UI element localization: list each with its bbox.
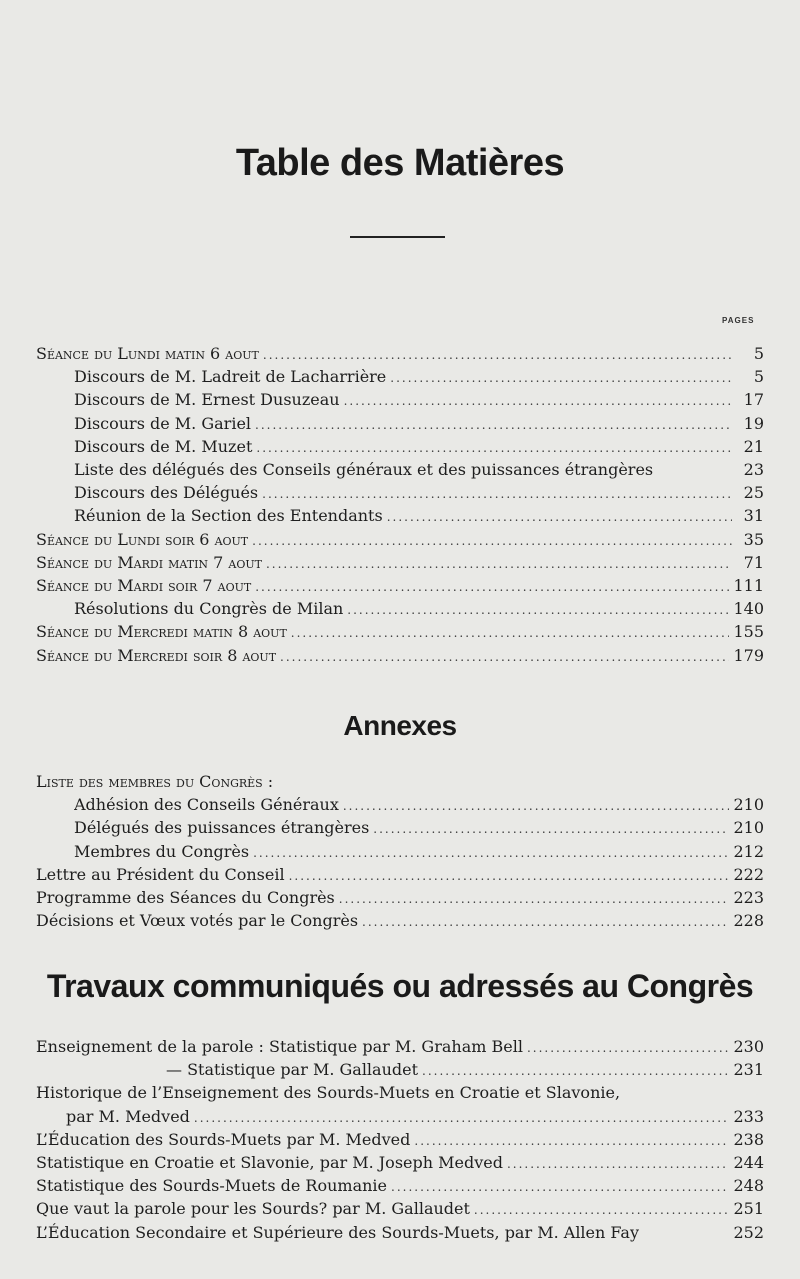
toc-entry-label: Membres du Congrès [74, 841, 250, 861]
toc-entry [74, 365, 764, 388]
toc-entry [36, 1197, 764, 1220]
toc-entry-label: Réunion de la Section des Entendants [74, 506, 383, 526]
toc-entry [74, 793, 764, 816]
leader-dots [266, 553, 732, 574]
toc-entry [36, 620, 764, 643]
toc-entry [36, 1221, 764, 1244]
leader-dots [256, 437, 732, 458]
toc-entry-label: — Statistique par M. Gallaudet [166, 1060, 419, 1080]
toc-entry [36, 551, 764, 574]
toc-entry [36, 1081, 764, 1104]
toc-entry-label: Liste des membres du Congrès : [36, 772, 274, 791]
toc-entry [36, 528, 764, 551]
toc-entry [36, 770, 764, 793]
leader-dots [387, 506, 732, 527]
toc-entry [36, 863, 764, 886]
leader-dots [347, 599, 729, 620]
annexes-heading: Annexes [343, 710, 457, 741]
toc-entry [36, 342, 764, 365]
leader-dots [391, 1176, 729, 1197]
toc-entry-page: 223 [733, 888, 764, 907]
toc-entry [36, 1035, 764, 1058]
toc-entry-page: 21 [743, 436, 764, 456]
toc-entry-page: 210 [733, 795, 764, 815]
toc-entry-label: Lettre au Président du Conseil [36, 864, 285, 884]
leader-dots [474, 1199, 730, 1220]
leader-dots [373, 818, 729, 839]
leader-dots [255, 576, 729, 597]
travaux-heading: Travaux communiqués ou adressés au Congrès [46, 968, 754, 1004]
toc-entry-label: Séance du Mardi matin 7 aout [36, 552, 262, 572]
leader-dots [194, 1107, 730, 1128]
toc-entry-label: Séance du Mercredi soir 8 aout [36, 645, 277, 665]
toc-entry-page: 25 [743, 483, 764, 503]
leader-dots [343, 795, 730, 816]
toc-entry-label: Séance du Lundi soir 6 aout [36, 529, 249, 549]
toc-entry-page: 179 [733, 645, 764, 665]
toc-entry-page: 244 [733, 1153, 764, 1172]
toc-entry-label: Enseignement de la parole : Statistique par M. Graham Bell [36, 1037, 523, 1056]
toc-entry-page: 31 [743, 506, 764, 526]
toc-entry [36, 909, 764, 932]
toc-entry-label: Décisions et Vœux votés par le Congrès [36, 911, 359, 931]
toc-entry-label: par M. Medved [66, 1106, 190, 1126]
leader-dots [339, 888, 730, 909]
toc-entry [36, 1128, 764, 1151]
toc-entry-page: 238 [733, 1129, 764, 1149]
toc-entry-label: Que vaut la parole pour les Sourds? par M. Gallaudet [36, 1199, 470, 1219]
toc-entry [74, 840, 764, 863]
toc-entry-page: 140 [733, 599, 764, 619]
toc-entry-page: 5 [753, 344, 764, 363]
toc-entry-page: 71 [743, 552, 764, 572]
toc-entry-label: L’Éducation Secondaire et Supérieure des Sourds-Muets, par M. Allen Fay [36, 1222, 639, 1242]
toc-entry [74, 481, 764, 504]
toc-entry-label: Séance du Mercredi matin 8 aout [36, 622, 287, 642]
leader-dots [422, 1060, 729, 1081]
toc-entry-page: 231 [733, 1060, 764, 1080]
leader-dots [289, 865, 730, 886]
toc-entry-page: 230 [733, 1037, 764, 1056]
toc-entry-label: Statistique en Croatie et Slavonie, par M. Joseph Medved [36, 1153, 503, 1172]
leader-dots [253, 842, 729, 863]
title-divider [350, 236, 445, 238]
toc-entry [36, 1151, 764, 1174]
toc-entry-page: 222 [733, 864, 764, 884]
toc-entry [74, 597, 764, 620]
leader-dots [390, 367, 732, 388]
toc-entry-label: Séance du Mardi soir 7 aout [36, 576, 252, 595]
toc-entry [36, 886, 764, 909]
pages-column-label: PAGES [722, 316, 755, 325]
toc-entry-page: 212 [733, 841, 764, 861]
toc-entry-page: 35 [743, 529, 764, 549]
leader-dots [527, 1037, 730, 1058]
leader-dots [414, 1130, 729, 1151]
page-title: Table des Matières [235, 142, 565, 184]
toc-entry-label: Discours de M. Muzet [74, 436, 253, 456]
leader-dots [507, 1153, 729, 1174]
toc-entry [74, 504, 764, 527]
toc-entry-label: Discours de M. Ladreit de Lacharrière [74, 367, 387, 387]
toc-entry-label: Discours des Délégués [74, 483, 259, 503]
toc-entry-label: L’Éducation des Sourds-Muets par M. Medved [36, 1129, 411, 1149]
toc-entry-label: Discours de M. Ernest Dusuzeau [74, 390, 340, 410]
leader-dots [263, 344, 732, 365]
toc-entry-page: 23 [743, 460, 764, 479]
leader-dots [252, 530, 732, 551]
leader-dots [344, 390, 732, 411]
leader-dots [262, 483, 732, 504]
leader-dots [280, 646, 729, 667]
toc-entry [166, 1058, 764, 1081]
toc-entry [36, 1174, 764, 1197]
toc-entry-label: Résolutions du Congrès de Milan [74, 599, 344, 619]
toc-entry-page: 155 [733, 622, 764, 642]
toc-entry-page: 248 [733, 1176, 764, 1196]
toc-entry-page: 233 [733, 1106, 764, 1126]
toc-entry-label: Délégués des puissances étrangères [74, 818, 370, 838]
toc-entry [66, 1105, 764, 1128]
leader-dots [255, 414, 732, 435]
toc-entry-label: Liste des délégués des Conseils généraux et des puissances étrangères [74, 460, 654, 479]
toc-entry-page: 17 [743, 390, 764, 410]
toc-entry-label: Discours de M. Gariel [74, 413, 252, 433]
toc-entry-label: Statistique des Sourds-Muets de Roumanie [36, 1176, 388, 1196]
toc-entry [74, 388, 764, 411]
toc-entry-label: Adhésion des Conseils Généraux [74, 795, 339, 815]
toc-entry-page: 19 [743, 413, 764, 433]
toc-entry [74, 412, 764, 435]
toc-entry-label: Historique de l’Enseignement des Sourds-Muets en Croatie et Slavonie, [36, 1083, 621, 1103]
leader-dots [291, 622, 730, 643]
toc-entry-page: 5 [753, 367, 764, 387]
toc-entry-page: 210 [733, 818, 764, 838]
toc-entry [36, 574, 764, 597]
toc-entry [74, 435, 764, 458]
toc-entry [74, 458, 764, 481]
toc-entry-page: 228 [733, 911, 764, 931]
toc-entry-page: 251 [733, 1199, 764, 1219]
toc-entry-label: Séance du Lundi matin 6 aout [36, 344, 259, 363]
toc-entry-label: Programme des Séances du Congrès [36, 888, 335, 907]
toc-entry [36, 644, 764, 667]
toc-entry-page: 252 [733, 1222, 764, 1242]
toc-entry [74, 816, 764, 839]
leader-dots [362, 911, 729, 932]
toc-entry-page: 111 [733, 576, 764, 595]
